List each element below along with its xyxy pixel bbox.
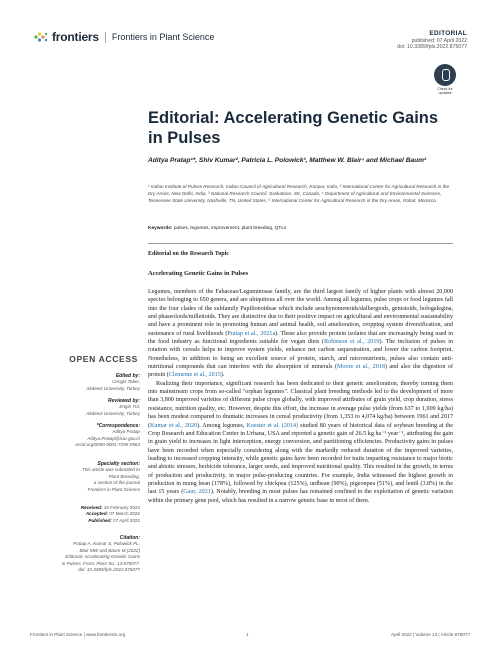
- published-line: published: 07 April 2022: [411, 38, 467, 44]
- specialty-label: Specialty section:: [97, 461, 140, 467]
- article-title: Editorial: Accelerating Genetic Gains in Pulses: [148, 109, 439, 147]
- footer-issue: April 2022 | Volume 13 | Article 875077: [391, 632, 470, 637]
- author-list: Aditya Pratap¹*, Shiv Kumar², Patricia L. Polowick³, Matthew W. Blair⁴ and Michael Baum²: [148, 157, 427, 164]
- article-dates: [30, 505, 140, 524]
- affiliations: ¹ Indian Institute of Pulses Research, Indian Council of Agricultural Research, Kanpur, India, ² International Center for Agricultural Research in the Dry Areas, New Delhi, India, ³ National Research Council, Saskatoon, SK, Canada, ⁴ Department of Agricultural and Environmental Sciences, Tennessee State University, Nashville, TN, United States, ⁵ International Center for Agricultural Research in the Dry Areas, Rabat, Morocco: [148, 184, 450, 203]
- accepted-row: Accepted: 07 March 2022: [85, 511, 140, 517]
- paragraph-2: Realizing their importance, significant research has been dedicated to their genetic amelioration, thereby turning them into mainstream crops from so-called "orphan legumes". Classical plant breeding methods led to the development of more than 3,800 improved varieties of different pulse crops globally, with improved attributes of grain yield, crop duration, stress resistance, nutrition quality, etc. However, despite this effort, the increase in average pulse yields (from 637 to 1,009 kg/ha) has been modest compared to dramatic increases in cereal productivity (from 1,353 to 4,074 kg/ha) between 1961 and 2017 (Kumar et al., 2020). Among legumes, Koester et al. (2014) studied 80 years of historical data of soybean breeding at the Crop Research and Education Center in Urbana, USA and reported a genetic gain of 26.5 kg ha⁻¹ year⁻¹, attributing the gain in grain yield to increases in light interception, energy conversion, and partitioning efficiencies. Productivity gains in pulses have been recorded when especially considering along with the markedly reduced duration of the improved varieties, leading to increased cropping intensity, while genetic gains have been recorded for traits imparting resistance to major biotic and abiotic stresses, herbicide tolerance, larger seeds, and improved nutritional quality. This resulted in the growth, in terms of production and productivity, in major pulse-producing countries. For example, India witnessed the highest growth in production in mung bean (178%), followed by chickpea (125%), urdbean (90%), pigeonpea (51%), and lentil (3.8%) in the last 15 years (Gaur, 2021). Notably, breeding in most pulses has remained confined to the exploitation of genetic variation within the primary gene pool, which has resulted in a narrow genetic base in most of them.: [148, 380, 453, 504]
- citation-link[interactable]: Gaur, 2021: [183, 489, 211, 496]
- reviewer-affiliation: Akdeniz University, Turkey: [86, 410, 140, 416]
- brand-name: frontiers: [52, 30, 99, 44]
- article-body: [148, 288, 453, 505]
- paragraph-1: Legumes, members of the Fabaceae/Leguminosae family, are the third largest family of higher plants with almost 20,000 species belonging to 650 genera, and are ubiquitous all over the world. Among all legumes, pulse crops or food legumes fall into the four clades of the subfamily Papilionoideae which include aeschynomenoids/dalbergiods, genistoids, hologalegina, and phaseoloids/millettoids. They are distinctive due to their positive impact on agricultural and environmental sustainability and have a prominent role in promoting human and animal health, soil amelioration, cropping system diversification, and sustenance of rural livelihoods (Pratap et al., 2021a). These also provide protein isolates that are increasingly being used in the food industry as functional ingredients suitable for vegan diets (Robinson et al., 2019). The inclusion of pulses in rotation with cereals helps to improve system yields, enhance net carbon sequestration, and lower the carbon footprint. Nonetheless, in addition to being an excellent source of protein, starch, and micronutrients, pulses also contain anti-nutritional compounds that can interfere with the absorption of minerals (Moore et al., 2018) and also the digestion of protein (Clemente et al., 2015).: [148, 289, 454, 379]
- correspondent-email[interactable]: Aditya.Pratap@icar.gov.in: [87, 435, 140, 441]
- divider: [148, 243, 453, 244]
- editor-name[interactable]: Cengiz Toker,: [112, 379, 140, 385]
- reviewer-name[interactable]: Engin Yol,: [119, 404, 140, 410]
- edited-by-label: Edited by:: [115, 373, 140, 379]
- footer-journal[interactable]: Frontiers in Plant Science | www.frontiersin.org: [30, 632, 126, 637]
- doi-line[interactable]: doi: 10.3389/fpls.2022.875077: [397, 44, 467, 51]
- citation-line: Pratap A, Kumar S, Polowick PL,: [73, 541, 140, 547]
- page-number: 1: [246, 632, 249, 637]
- citation-link[interactable]: Moore et al., 2018: [337, 364, 385, 371]
- citation-block: [30, 535, 140, 573]
- open-access-label: OPEN ACCESS: [69, 354, 138, 364]
- research-topic-title[interactable]: Accelerating Genetic Gains in Pulses: [148, 270, 249, 277]
- updates-line-1: Check for: [437, 87, 453, 91]
- specialty-section: [30, 461, 140, 493]
- citation-link[interactable]: Robinson et al., 2019: [324, 339, 380, 346]
- article-type: EDITORIAL: [429, 30, 467, 37]
- specialty-line: a section of the journal: [93, 480, 140, 486]
- specialty-line: This article was submitted to: [82, 467, 140, 473]
- article-meta: [397, 30, 467, 51]
- correspondent-name: Aditya Pratap: [112, 429, 140, 435]
- check-updates-icon[interactable]: [434, 64, 456, 86]
- edited-by: [30, 373, 140, 392]
- published-row: Published: 07 April 2022: [88, 517, 140, 523]
- citation-label: Citation:: [119, 535, 140, 541]
- received-row: Received: 19 February 2022: [80, 505, 140, 510]
- article-header: [0, 0, 500, 96]
- frontiers-logo-icon: [34, 31, 48, 43]
- correspondence: [30, 423, 140, 449]
- reviewed-by: [30, 398, 140, 417]
- reviewed-by-label: Reviewed by:: [108, 398, 140, 404]
- citation-link[interactable]: Kumar et al., 2020: [150, 422, 198, 429]
- correspondent-orcid[interactable]: orcid.org/0000-0001-7290-0563: [75, 442, 140, 448]
- research-topic-label: Editorial on the Research Topic: [148, 251, 229, 257]
- citation-link[interactable]: Pratap et al., 2021a: [227, 330, 276, 337]
- citation-line: Editorial: Accelerating Genetic Gains: [65, 554, 140, 560]
- check-updates-label: [428, 87, 462, 96]
- specialty-line: Frontiers in Plant Science: [87, 486, 140, 492]
- citation-link[interactable]: Koester et al. (2014): [246, 422, 299, 429]
- citation-line: Blair MW and Baum M (2022): [79, 547, 140, 553]
- editor-affiliation: Akdeniz University, Turkey: [86, 385, 140, 391]
- keywords-list: pulses, legumes, improvement, plant breeding, QTLs: [173, 226, 287, 231]
- correspondence-label: *Correspondence:: [96, 423, 140, 429]
- citation-doi[interactable]: doi: 10.3389/fpls.2022.875077: [78, 567, 140, 573]
- keywords: [148, 226, 453, 232]
- citation-line: in Pulses. Front. Plant Sci. 13:875077.: [61, 560, 140, 566]
- citation-link[interactable]: Clemente et al., 2015: [168, 372, 221, 379]
- specialty-line: Plant Breeding,: [108, 473, 140, 479]
- keywords-label: Keywords:: [148, 226, 173, 231]
- frontiers-logo[interactable]: [34, 30, 214, 44]
- journal-name[interactable]: Frontiers in Plant Science: [105, 32, 215, 43]
- updates-line-2: updates: [438, 91, 452, 96]
